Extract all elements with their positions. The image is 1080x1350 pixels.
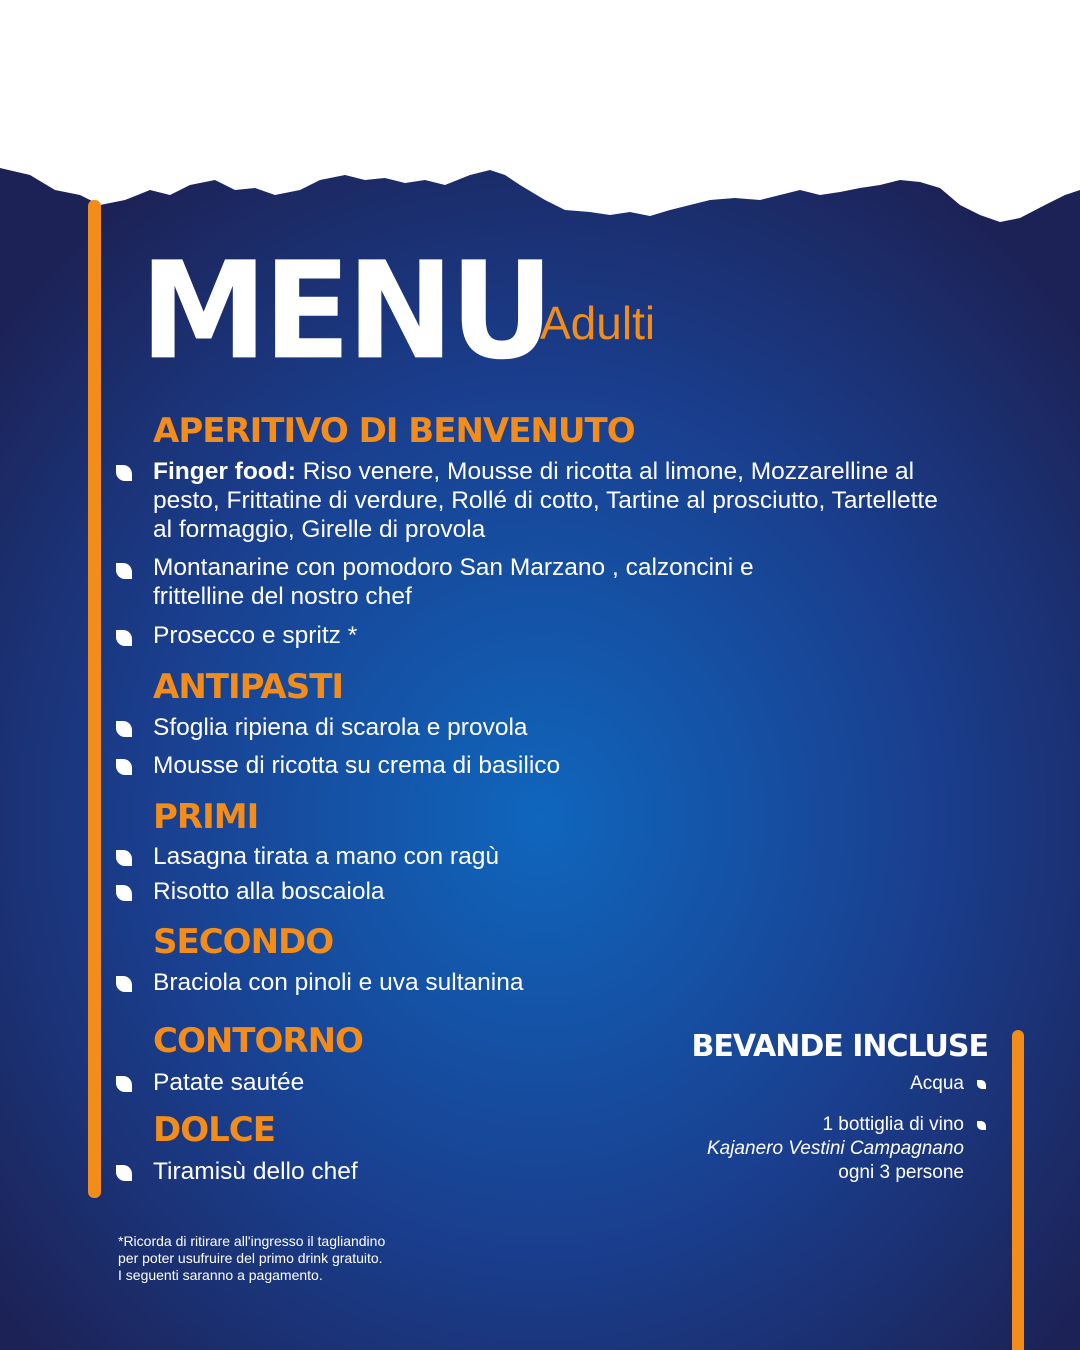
menu-item-risotto: Risotto alla boscaiola [153, 878, 385, 905]
drink-vino-line2 [707, 1137, 964, 1161]
drink-item-vino [707, 1113, 964, 1185]
menu-item-braciola: Braciola con pinoli e uva sultanina [153, 969, 524, 996]
leaf-bullet-icon [977, 1121, 986, 1130]
menu-item-patate: Patate sautée [153, 1069, 305, 1096]
section-heading-dolce: DOLCE [153, 1110, 275, 1150]
section-heading-secondo: SECONDO [153, 922, 334, 962]
menu-item-sfoglia: Sfoglia ripiena di scarola e provola [153, 714, 528, 741]
leaf-bullet-icon [116, 759, 132, 775]
menu-item-finger-food [153, 457, 943, 544]
leaf-bullet-icon [977, 1080, 986, 1089]
footnote-line: I seguenti saranno a pagamento. [118, 1267, 323, 1283]
leaf-bullet-icon [116, 976, 132, 992]
menu-item-prosecco: Prosecco e spritz * [153, 622, 358, 649]
leaf-bullet-icon [116, 885, 132, 901]
footnote [118, 1233, 478, 1284]
drinks-heading: BEVANDE INCLUSE [691, 1029, 988, 1064]
left-accent-bar [88, 200, 101, 1198]
footnote-line: *Ricorda di ritirare all'ingresso il tagliandino [118, 1233, 386, 1249]
menu-title: MENU [140, 233, 550, 390]
right-accent-bar [1012, 1030, 1024, 1350]
footnote-line: per poter usufruire del primo drink gratuito. [118, 1250, 383, 1266]
menu-item-tiramisu: Tiramisù dello chef [153, 1158, 358, 1185]
menu-item-lasagna: Lasagna tirata a mano con ragù [153, 843, 499, 870]
leaf-bullet-icon [116, 630, 132, 646]
leaf-bullet-icon [116, 1165, 132, 1181]
section-heading-antipasti: ANTIPASTI [153, 667, 344, 707]
leaf-bullet-icon [116, 563, 132, 579]
leaf-bullet-icon [116, 465, 132, 481]
menu-subtitle: Adulti [540, 297, 656, 349]
leaf-bullet-icon [116, 721, 132, 737]
drink-item-acqua: Acqua [910, 1073, 964, 1094]
wine-name: Kajanero Vestini Campagnano [706, 1138, 964, 1159]
leaf-bullet-icon [116, 850, 132, 866]
section-heading-aperitivo: APERITIVO DI BENVENUTO [153, 411, 635, 451]
item-text: Riso venere, Mousse di ricotta al limone, Mozzarelline al pesto, Frittatine di verdure, Rollé di cotto, Tartine al prosciutto, Tartellette al formaggio, Girelle di provola [153, 458, 938, 543]
leaf-bullet-icon [116, 1076, 132, 1092]
menu-item-montanarine: Montanarine con pomodoro San Marzano , calzoncini e frittelline del nostro chef [153, 554, 754, 610]
drink-vino-line3: ogni 3 persone [838, 1162, 964, 1183]
section-heading-contorno: CONTORNO [153, 1021, 363, 1061]
section-heading-primi: PRIMI [153, 797, 259, 837]
drink-vino-line1: 1 bottiglia di vino [822, 1114, 964, 1135]
item-lead: Finger food: [153, 458, 296, 485]
menu-item-mousse: Mousse di ricotta su crema di basilico [153, 752, 561, 779]
